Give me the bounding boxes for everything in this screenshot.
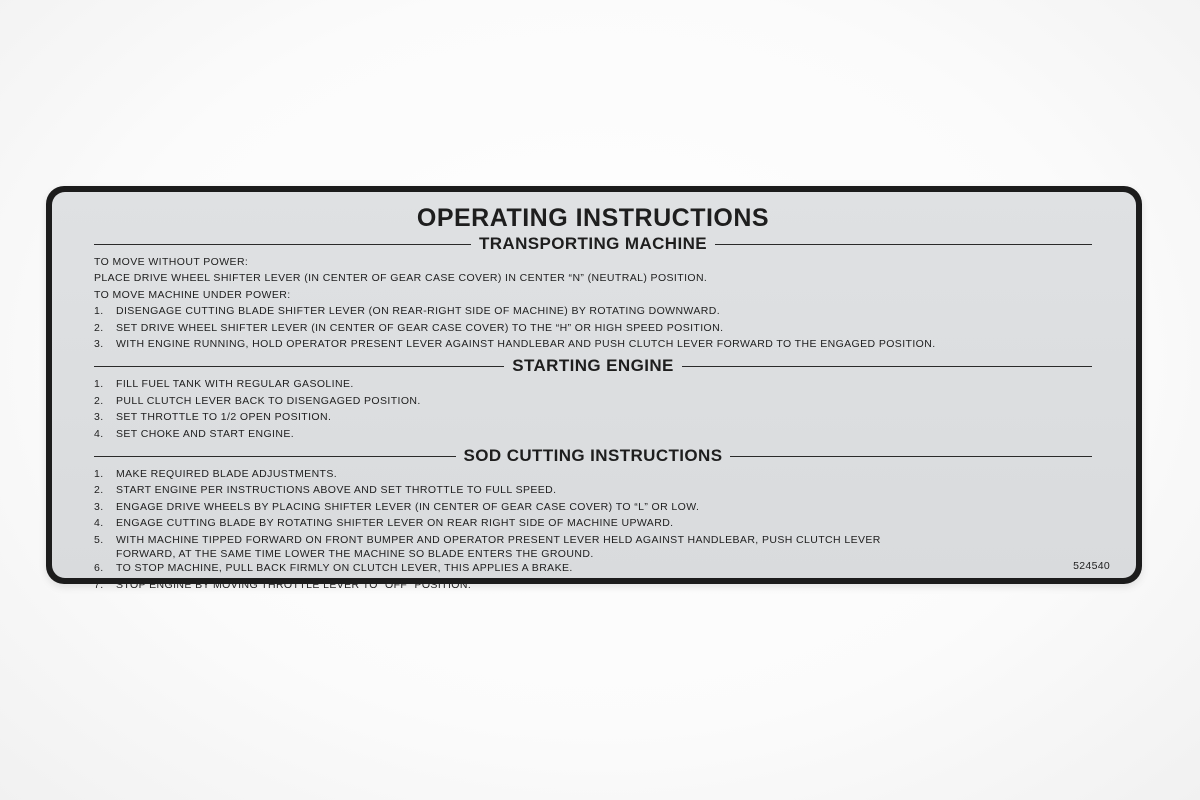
step-text: STOP ENGINE BY MOVING THROTTLE LEVER TO “OFF” POSITION.: [116, 578, 472, 591]
step-number: 4.: [94, 517, 104, 530]
instruction-line: TO MOVE MACHINE UNDER POWER:: [94, 288, 291, 301]
step-number: 2.: [94, 321, 104, 334]
instruction-line: TO MOVE WITHOUT POWER:: [94, 256, 249, 268]
step-number: 1.: [94, 468, 104, 481]
instruction-step: [94, 320, 1092, 336]
section-title: TRANSPORTING MACHINE: [478, 234, 708, 253]
step-text: MAKE REQUIRED BLADE ADJUSTMENTS.: [116, 468, 338, 481]
step-text: SET DRIVE WHEEL SHIFTER LEVER (IN CENTER OF GEAR CASE COVER) TO THE “H” OR HIGH SPEED POSITION.: [116, 321, 724, 334]
section-title: STARTING ENGINE: [512, 356, 674, 376]
step-number: 4.: [94, 427, 104, 440]
decal-face: [52, 192, 1136, 591]
divider-right: [682, 366, 1092, 367]
section-header-sod-cutting: [94, 446, 1092, 466]
step-number: 7.: [94, 578, 104, 591]
divider-left: [94, 244, 471, 245]
divider-left: [94, 366, 504, 367]
step-number: 3.: [94, 338, 104, 351]
step-number: 1.: [94, 305, 104, 318]
step-number: 6.: [94, 562, 104, 575]
instruction-step: [94, 376, 1092, 392]
instruction-step: [94, 303, 1092, 319]
part-number: 524540: [1073, 560, 1110, 572]
instruction-step: [94, 532, 1092, 548]
step-text: WITH ENGINE RUNNING, HOLD OPERATOR PRESENT LEVER AGAINST HANDLEBAR AND PUSH CLUTCH LEVER FORWARD TO THE ENGAGED POSITION.: [116, 338, 936, 351]
step-text: FILL FUEL TANK WITH REGULAR GASOLINE.: [116, 378, 354, 391]
decal-title: OPERATING INSTRUCTIONS: [416, 204, 770, 232]
divider-right: [730, 456, 1092, 457]
divider-right: [715, 244, 1092, 245]
instruction-step: [94, 336, 1092, 352]
step-text: ENGAGE DRIVE WHEELS BY PLACING SHIFTER LEVER (IN CENTER OF GEAR CASE COVER) TO “L” OR LOW.: [116, 500, 700, 513]
instruction-decal: [46, 186, 1142, 591]
step-number: 3.: [94, 411, 104, 424]
step-text: TO STOP MACHINE, PULL BACK FIRMLY ON CLUTCH LEVER, THIS APPLIES A BRAKE.: [116, 562, 573, 575]
step-text: PULL CLUTCH LEVER BACK TO DISENGAGED POSITION.: [116, 394, 421, 407]
section-body-transporting: [94, 254, 1092, 352]
section-header-transporting: [94, 234, 1092, 254]
step-text: ENGAGE CUTTING BLADE BY ROTATING SHIFTER LEVER ON REAR RIGHT SIDE OF MACHINE UPWARD.: [116, 517, 674, 530]
section-header-starting-engine: [94, 356, 1092, 376]
step-text: START ENGINE PER INSTRUCTIONS ABOVE AND SET THROTTLE TO FULL SPEED.: [116, 484, 557, 497]
section-body-sod-cutting: [94, 466, 1092, 593]
instruction-step: [94, 466, 1092, 482]
section-body-starting-engine: [94, 376, 1092, 442]
step-text: SET THROTTLE TO 1/2 OPEN POSITION.: [116, 411, 332, 424]
instruction-step: [94, 560, 1092, 576]
section-title: SOD CUTTING INSTRUCTIONS: [463, 446, 723, 466]
step-number: 3.: [94, 500, 104, 513]
instruction-step: [94, 426, 1092, 442]
step-number: 1.: [94, 378, 104, 391]
instruction-step: [94, 577, 1092, 593]
instruction-step: [94, 499, 1092, 515]
instruction-step: [94, 482, 1092, 498]
step-text: SET CHOKE AND START ENGINE.: [116, 427, 295, 440]
instruction-step: [94, 409, 1092, 425]
instruction-step: [94, 515, 1092, 531]
instruction-step-continuation: FORWARD, AT THE SAME TIME LOWER THE MACHINE SO BLADE ENTERS THE GROUND.: [116, 548, 594, 561]
instruction-line: PLACE DRIVE WHEEL SHIFTER LEVER (IN CENTER OF GEAR CASE COVER) IN CENTER “N” (NEUTRAL) POSITION.: [94, 272, 708, 285]
step-text: WITH MACHINE TIPPED FORWARD ON FRONT BUMPER AND OPERATOR PRESENT LEVER HELD AGAINST HANDLEBAR, PUSH CLUTCH LEVER: [116, 533, 881, 546]
step-number: 5.: [94, 533, 104, 546]
instruction-step: [94, 393, 1092, 409]
step-text: DISENGAGE CUTTING BLADE SHIFTER LEVER (ON REAR-RIGHT SIDE OF MACHINE) BY ROTATING DOWNWARD.: [116, 305, 721, 318]
divider-left: [94, 456, 456, 457]
step-number: 2.: [94, 484, 104, 497]
step-number: 2.: [94, 394, 104, 407]
